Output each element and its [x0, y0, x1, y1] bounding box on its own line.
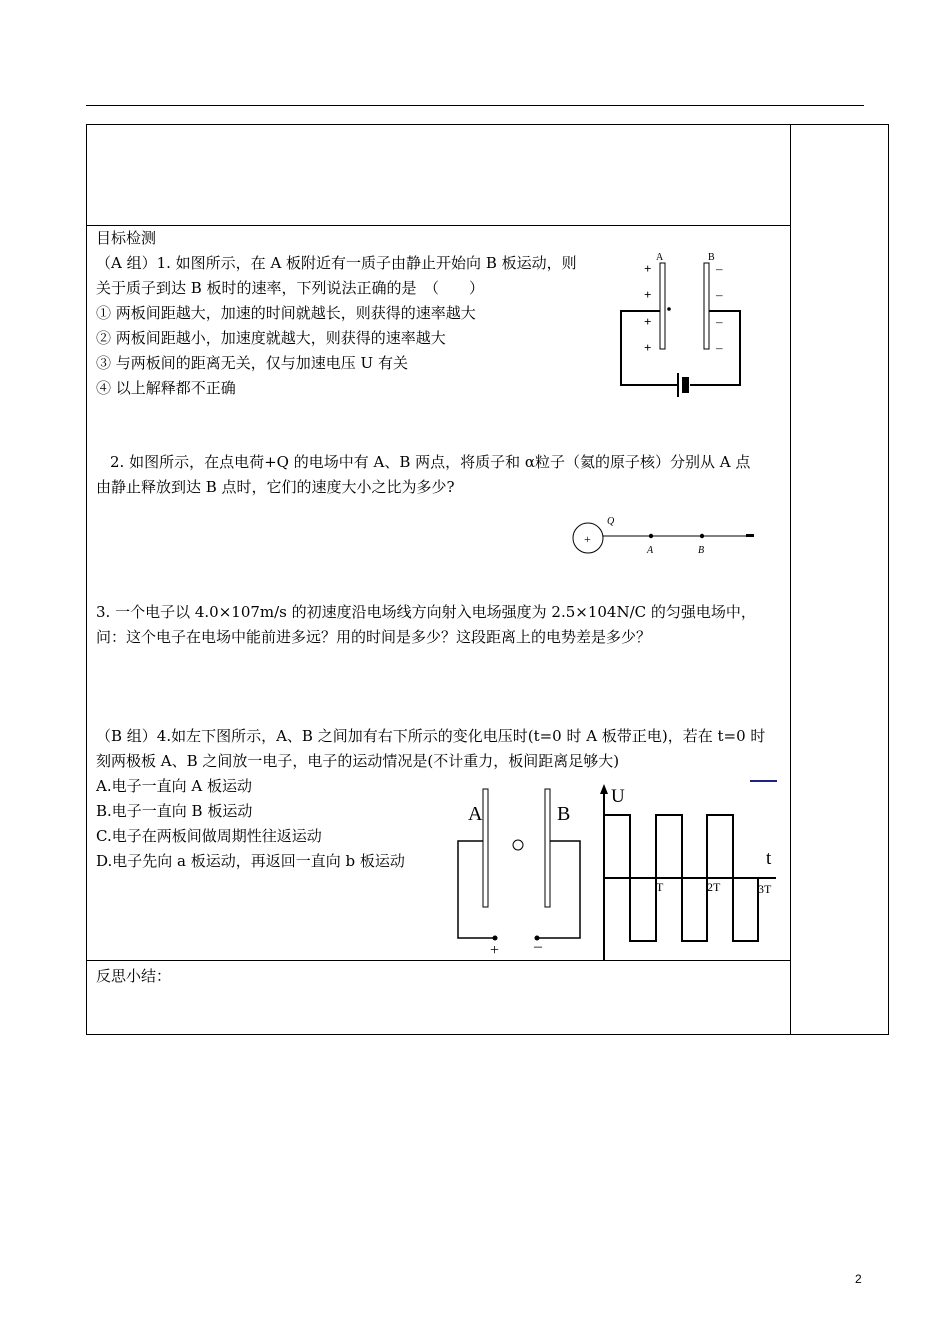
q4-option-a: A.电子一直向 A 板运动	[96, 777, 252, 795]
q2-point-b	[700, 534, 704, 538]
table-row-divider-1	[86, 225, 790, 226]
q1-minus-1: –	[716, 261, 723, 276]
q4-figures	[440, 775, 780, 965]
q4-label-b: B	[557, 803, 571, 825]
reflection-label: 反思小结：	[96, 967, 172, 985]
q1-minus-2: –	[716, 287, 723, 302]
table-column-divider	[790, 124, 791, 1035]
q1-plus-2: +	[644, 287, 652, 302]
q4-label-a: A	[468, 803, 483, 825]
q4-terminal-plus	[493, 936, 498, 941]
q4-plate-a	[483, 789, 488, 907]
page-number: 2	[855, 1272, 862, 1286]
q1-plus-4: +	[644, 340, 652, 355]
q1-label-b: B	[708, 252, 715, 263]
q2-point-charge-figure	[570, 512, 770, 562]
q4-wire-left	[458, 841, 495, 938]
q1-plate-a	[660, 263, 665, 349]
q1-wire-right	[690, 311, 740, 385]
q4-electron	[513, 840, 523, 850]
q1-label-a: A	[656, 252, 664, 263]
q4-line-1: （B 组）4.如左下图所示，A、B 之间加有右下所示的变化电压时(t=0 时 A 板带正电)，若在 t=0 时	[96, 727, 766, 745]
q1-minus-4: –	[716, 340, 723, 355]
q4-option-b: B.电子一直向 B 板运动	[96, 802, 253, 820]
q1-option-2: ② 两板间距越小，加速度就越大，则获得的速率越大	[96, 329, 446, 347]
graph-x-label: t	[766, 848, 772, 869]
q3-line-2: 问：这个电子在电场中能前进多远？用的时间是多少？这段距离上的电势差是多少？	[96, 628, 652, 646]
graph-y-label: U	[611, 786, 625, 807]
q1-line-1: （A 组）1. 如图所示，在 A 板附近有一质子由静止开始向 B 板运动，则	[96, 254, 577, 272]
graph-tick-2t: 2T	[707, 880, 721, 894]
section-title: 目标检测	[96, 229, 157, 247]
header-rule	[86, 105, 864, 106]
q1-option-1: ① 两板间距越大，加速的时间就越长，则获得的速率越大	[96, 304, 476, 322]
q2-line-2: 由静止释放到达 B 点时，它们的速度大小之比为多少?	[96, 478, 455, 496]
q2-line-1: 2. 如图所示，在点电荷+Q 的电场中有 A、B 两点，将质子和 α粒子（氦的原子核）分别从 A 点	[110, 453, 751, 471]
q2-label-b: B	[698, 545, 705, 556]
q1-plus-3: +	[644, 314, 652, 329]
q1-proton-dot	[667, 307, 671, 311]
q2-line-end	[746, 534, 754, 537]
q3-line-1: 3. 一个电子以 4.0×107m/s 的初速度沿电场线方向射入电场强度为 2.5×104N/C 的匀强电场中，	[96, 603, 756, 621]
q1-battery-short-plate	[682, 377, 689, 393]
q4-option-c: C.电子在两板间做周期性往返运动	[96, 827, 322, 845]
q1-option-4: ④ 以上解释都不正确	[96, 379, 236, 397]
q4-plus-sign: +	[490, 942, 500, 959]
q1-parallel-plate-figure	[610, 245, 770, 415]
q4-wire-right	[537, 841, 580, 938]
q1-plus-1: +	[644, 261, 652, 276]
q2-point-a	[649, 534, 653, 538]
graph-u-arrow	[600, 784, 608, 794]
q4-plate-b	[545, 789, 550, 907]
q1-minus-3: –	[716, 314, 723, 329]
q4-option-d: D.电子先向 a 板运动，再返回一直向 b 板运动	[96, 852, 405, 870]
q4-minus-sign: –	[534, 938, 542, 955]
q2-label-q: Q	[607, 516, 615, 527]
q2-label-a: A	[647, 545, 654, 556]
graph-tick-3t: 3T	[758, 882, 772, 896]
graph-tick-t: T	[656, 880, 664, 894]
q2-charge-sign: +	[584, 532, 591, 546]
q1-plate-b	[704, 263, 709, 349]
q1-line-2: 关于质子到达 B 板时的速率，下列说法正确的是 （ ）	[96, 279, 485, 297]
q1-option-3: ③ 与两板间的距离无关，仅与加速电压 U 有关	[96, 354, 408, 372]
q4-line-2: 刻两极板 A、B 之间放一电子，电子的运动情况是(不计重力，板间距离足够大)	[96, 752, 620, 770]
